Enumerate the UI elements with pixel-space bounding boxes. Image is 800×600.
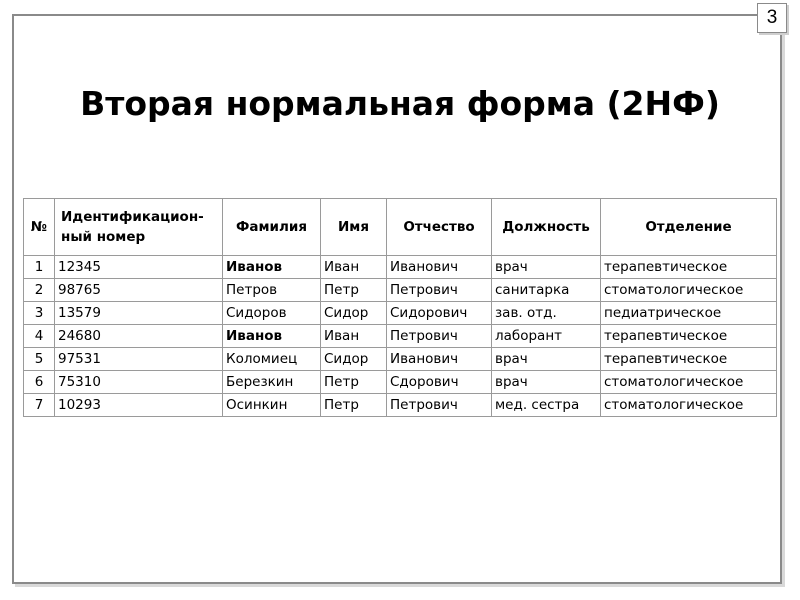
slide-title: Вторая нормальная форма (2НФ)	[80, 84, 720, 123]
cell-position: мед. сестра	[492, 394, 601, 417]
cell-number: 5	[24, 348, 55, 371]
header-position: Должность	[492, 199, 601, 256]
header-number: №	[24, 199, 55, 256]
cell-name: Сидор	[321, 302, 387, 325]
table-row	[24, 256, 777, 279]
cell-position: врач	[492, 371, 601, 394]
cell-name: Петр	[321, 279, 387, 302]
cell-name: Петр	[321, 394, 387, 417]
cell-patronymic: Петрович	[387, 325, 492, 348]
cell-id: 12345	[55, 256, 223, 279]
cell-id: 13579	[55, 302, 223, 325]
cell-name: Иван	[321, 325, 387, 348]
cell-id: 98765	[55, 279, 223, 302]
cell-number: 6	[24, 371, 55, 394]
cell-number: 1	[24, 256, 55, 279]
table-row	[24, 348, 777, 371]
cell-patronymic: Петрович	[387, 279, 492, 302]
cell-id: 10293	[55, 394, 223, 417]
cell-number: 3	[24, 302, 55, 325]
cell-number: 7	[24, 394, 55, 417]
cell-department: терапевтическое	[601, 325, 777, 348]
cell-department: терапевтическое	[601, 256, 777, 279]
cell-position: врач	[492, 348, 601, 371]
employee-table	[23, 198, 777, 417]
cell-patronymic: Иванович	[387, 256, 492, 279]
cell-surname: Сидоров	[223, 302, 321, 325]
cell-position: врач	[492, 256, 601, 279]
header-name: Имя	[321, 199, 387, 256]
table-header-row	[24, 199, 777, 256]
cell-surname: Иванов	[223, 325, 321, 348]
cell-id: 24680	[55, 325, 223, 348]
header-department: Отделение	[601, 199, 777, 256]
table-row	[24, 394, 777, 417]
cell-number: 2	[24, 279, 55, 302]
table-row	[24, 279, 777, 302]
cell-position: санитарка	[492, 279, 601, 302]
cell-position: лаборант	[492, 325, 601, 348]
cell-id: 97531	[55, 348, 223, 371]
page-number: 3	[757, 3, 787, 33]
cell-surname: Петров	[223, 279, 321, 302]
cell-id: 75310	[55, 371, 223, 394]
cell-name: Петр	[321, 371, 387, 394]
cell-position: зав. отд.	[492, 302, 601, 325]
cell-name: Сидор	[321, 348, 387, 371]
header-surname: Фамилия	[223, 199, 321, 256]
cell-department: стоматологическое	[601, 394, 777, 417]
cell-department: стоматологическое	[601, 279, 777, 302]
cell-name: Иван	[321, 256, 387, 279]
cell-patronymic: Сдорович	[387, 371, 492, 394]
cell-surname: Березкин	[223, 371, 321, 394]
table-row	[24, 302, 777, 325]
cell-department: терапевтическое	[601, 348, 777, 371]
cell-patronymic: Сидорович	[387, 302, 492, 325]
table-row	[24, 371, 777, 394]
cell-surname: Осинкин	[223, 394, 321, 417]
cell-number: 4	[24, 325, 55, 348]
cell-department: стоматологическое	[601, 371, 777, 394]
table-body	[24, 256, 777, 417]
cell-department: педиатрическое	[601, 302, 777, 325]
table-row	[24, 325, 777, 348]
cell-surname: Иванов	[223, 256, 321, 279]
header-id: Идентификацион-ный номер	[55, 199, 223, 256]
cell-surname: Коломиец	[223, 348, 321, 371]
cell-patronymic: Иванович	[387, 348, 492, 371]
header-patronymic: Отчество	[387, 199, 492, 256]
cell-patronymic: Петрович	[387, 394, 492, 417]
